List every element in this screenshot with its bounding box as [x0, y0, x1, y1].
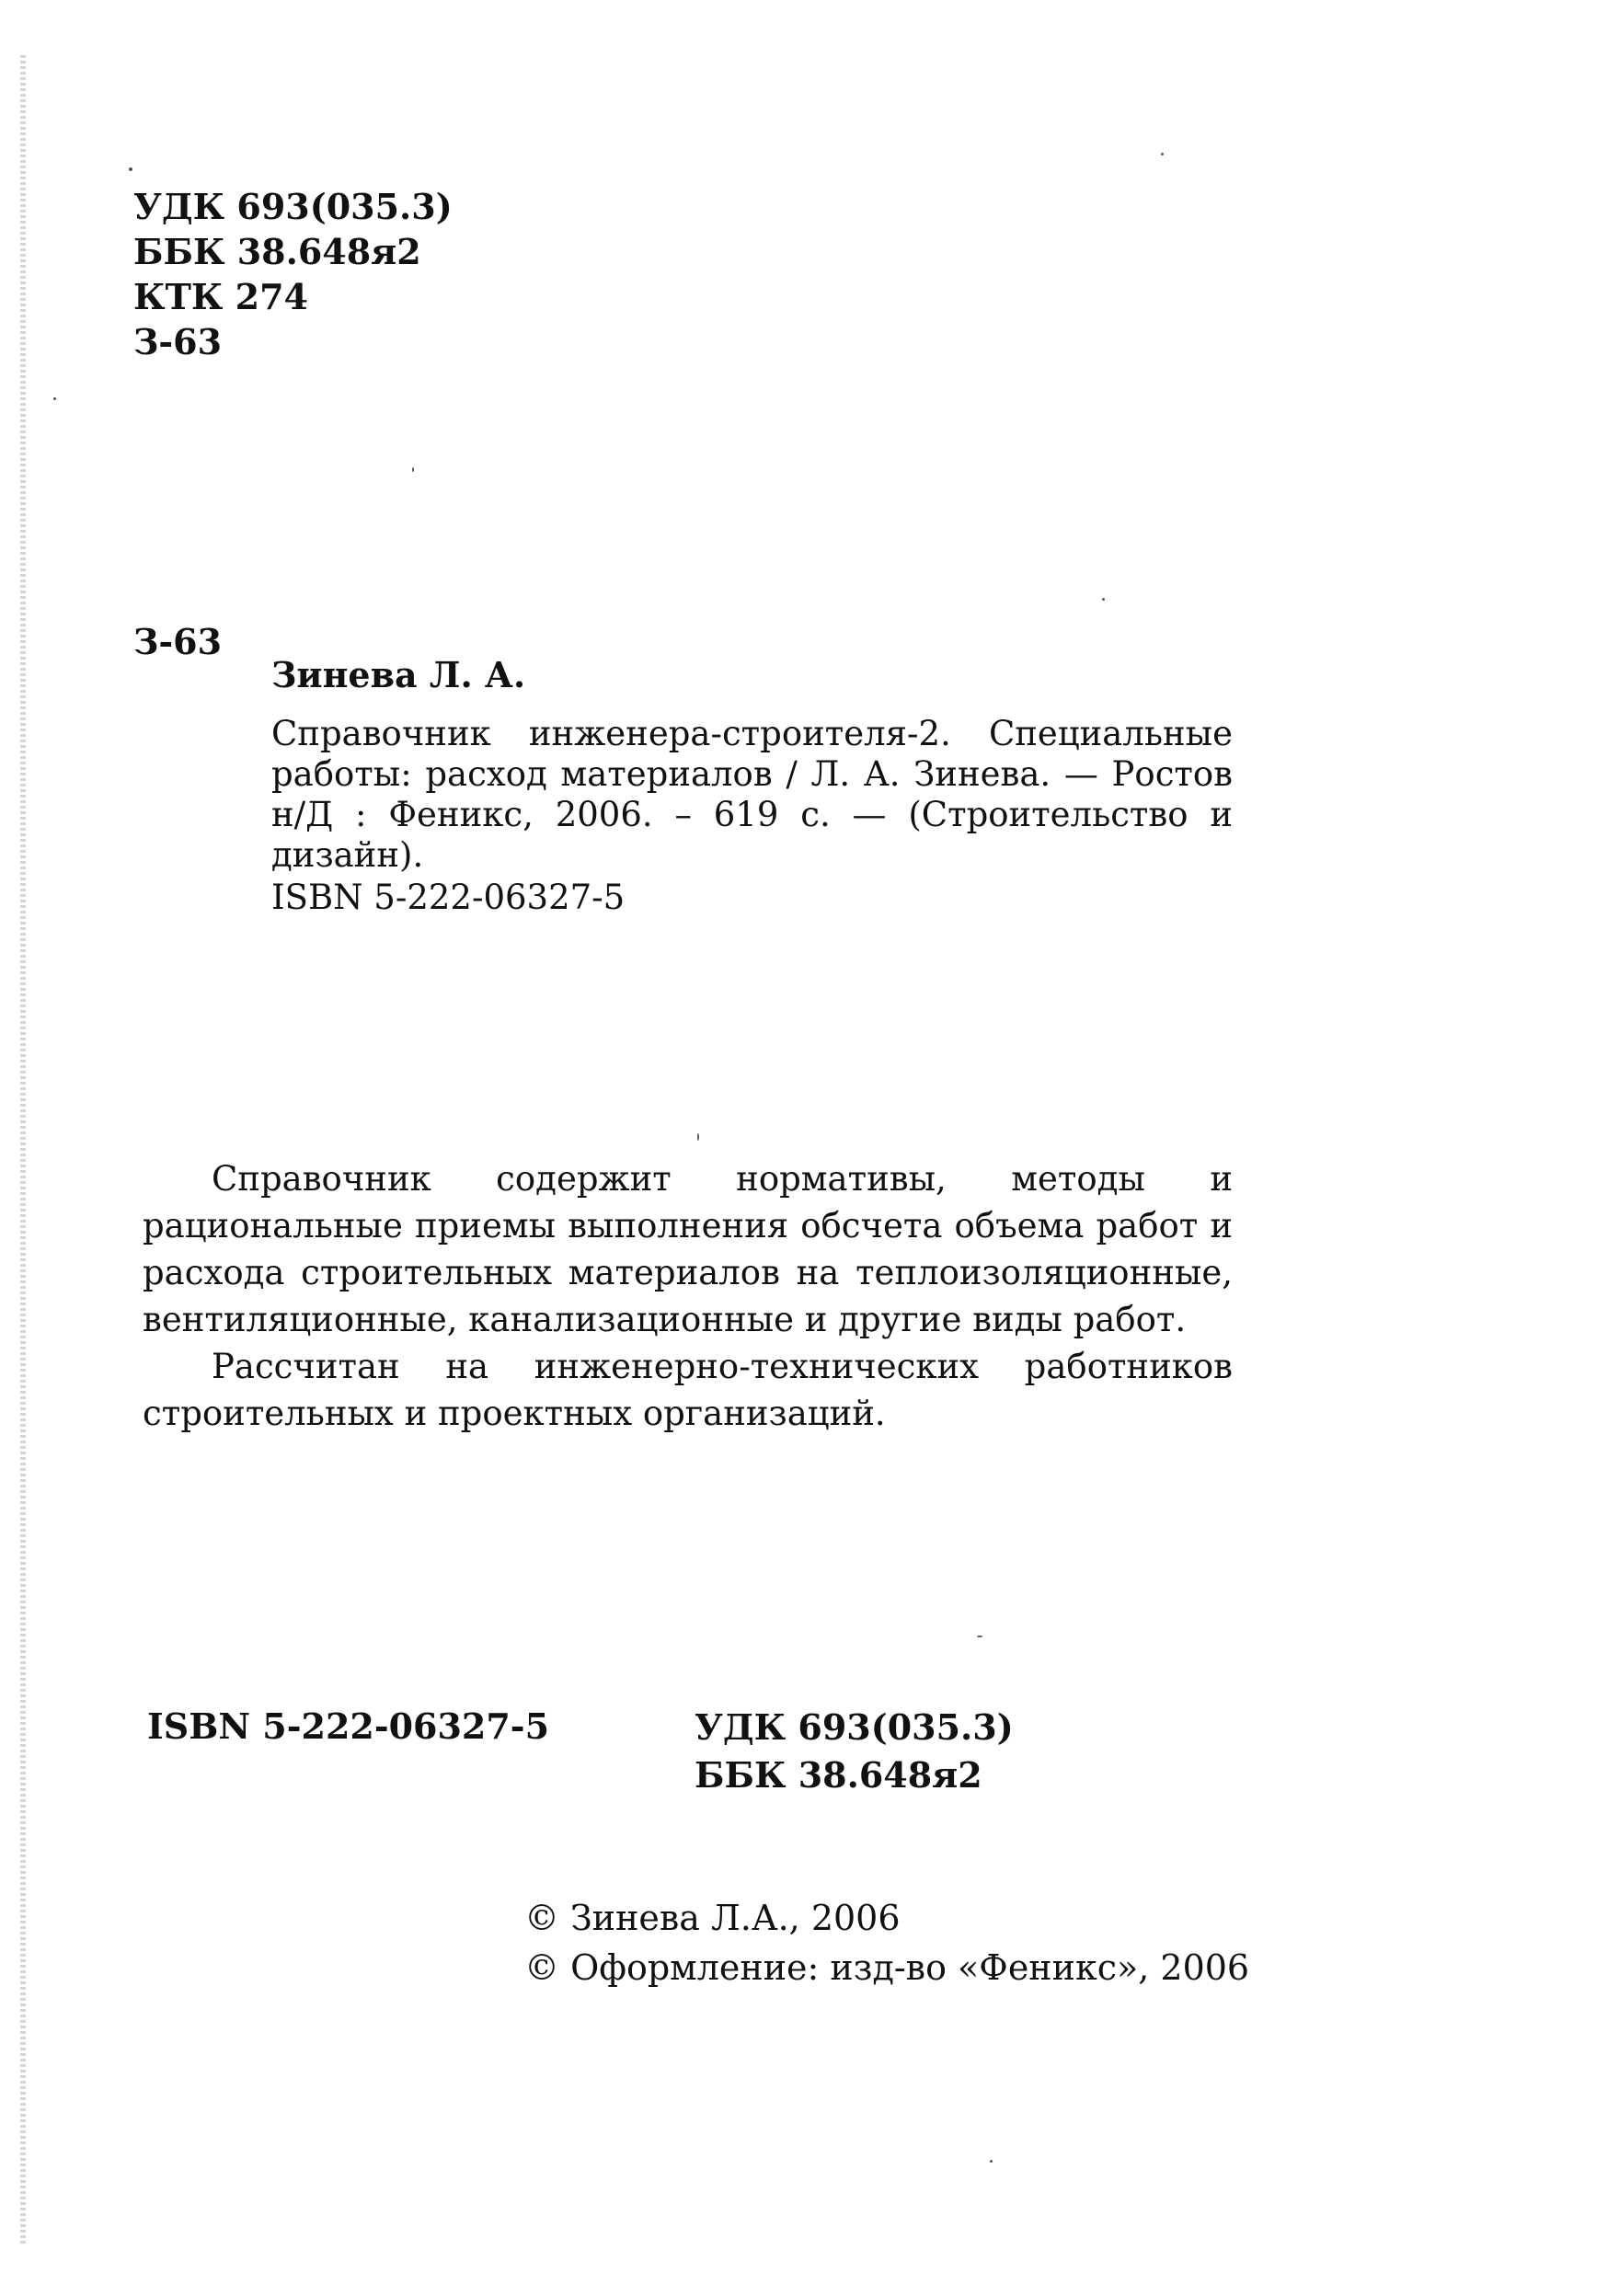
abstract: [143, 1155, 1233, 1437]
abstract-paragraph: Справочник содержит нормативы, методы и рациональные приемы выполнения обсчета объема работ и расхода строительных материалов на теплоизоляционные, вентиляционные, канализационные и другие виды работ.: [143, 1159, 1233, 1339]
scan-speck: [129, 167, 132, 171]
bottom-udk-code: УДК 693(035.3): [695, 1706, 1014, 1748]
bbk-code: ББК 38.648я2: [133, 231, 421, 272]
abstract-paragraph: Рассчитан на инженерно-технических работников строительных и проектных организаций.: [143, 1347, 1233, 1433]
catalog-card-index: З-63: [133, 621, 223, 662]
ktk-code: КТК 274: [133, 276, 308, 317]
scan-speck: [977, 1636, 982, 1637]
scan-edge-artifact: [20, 55, 26, 2244]
scan-speck: [697, 1133, 699, 1141]
bottom-isbn: ISBN 5-222-06327-5: [147, 1705, 550, 1747]
scan-speck: [53, 397, 56, 400]
copyright-block: [524, 1893, 1249, 1992]
udk-code: УДК 693(035.3): [133, 186, 453, 227]
catalog-card-author: Зинева Л. А.: [271, 654, 526, 695]
catalog-card-entry: Справочник инженера-строителя-2. Специальные работы: расход материалов / Л. А. Зинева. — Ростов н/Д : Феникс, 2006. – 619 с. — (Строительство и дизайн).: [271, 714, 1233, 875]
bottom-classification-codes: [695, 1704, 1014, 1799]
scan-speck: [990, 2160, 993, 2163]
classification-codes: [133, 184, 453, 364]
author-mark: З-63: [133, 321, 223, 362]
catalog-card: [271, 655, 1233, 918]
bottom-bbk-code: ББК 38.648я2: [695, 1754, 982, 1796]
copyright-design: © Оформление: изд-во «Феникс», 2006: [524, 1947, 1250, 1988]
catalog-card-isbn: ISBN 5-222-06327-5: [271, 878, 626, 917]
scan-speck: [412, 467, 414, 472]
copyright-author: © Зинева Л.А., 2006: [524, 1898, 901, 1938]
scan-speck: [1102, 598, 1105, 601]
scan-speck: [1161, 153, 1164, 155]
